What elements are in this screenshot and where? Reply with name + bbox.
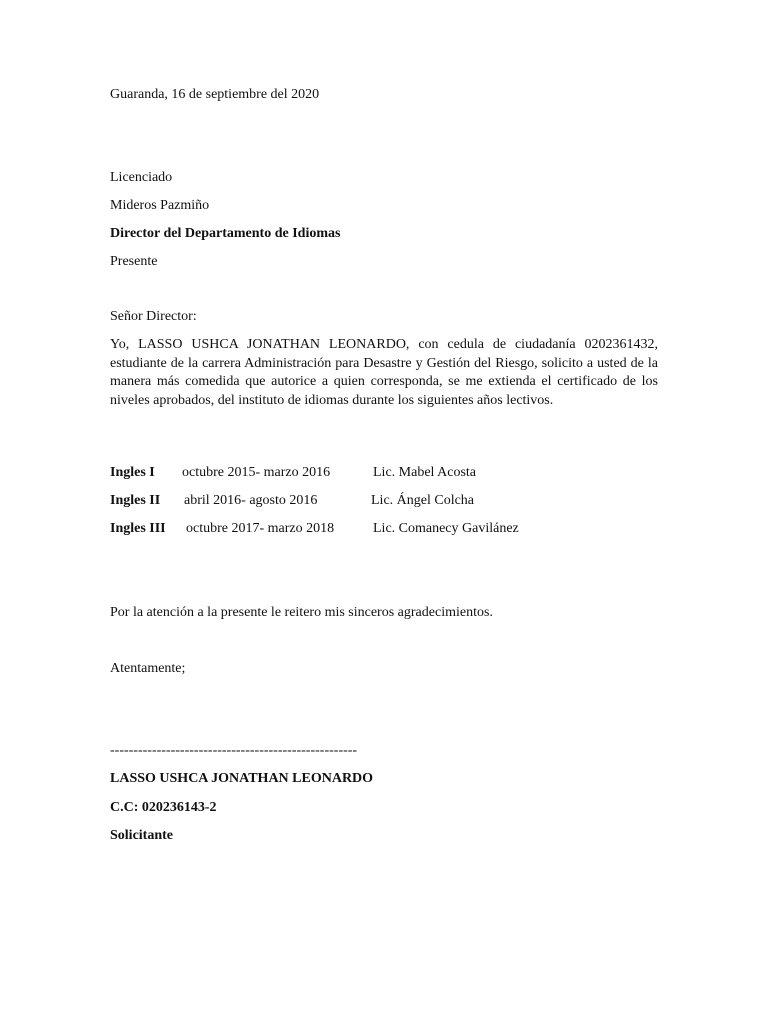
closing-thanks: Por la atención a la presente le reitero mis sinceros agradecimientos.	[110, 605, 493, 620]
level-name: Ingles I	[110, 465, 155, 480]
signature-cc: C.C: 020236143-2	[110, 800, 217, 815]
level-name: Ingles III	[110, 521, 166, 536]
level-row	[110, 492, 670, 510]
level-period: octubre 2017- marzo 2018	[186, 521, 335, 536]
signature-line: -----------------------------------------------------	[110, 743, 358, 758]
recipient-title: Licenciado	[110, 170, 173, 185]
body-paragraph: Yo, LASSO USHCA JONATHAN LEONARDO, con cedula de ciudadanía 0202361432, estudiante de la carrera Administración para Desastre y Gestión del Riesgo, solicito a usted de la manera más comedida que autorice a quien corresponda, se me extienda el certificado de los niveles aprobados, del instituto de idiomas durante los siguientes años lectivos.	[110, 337, 658, 408]
level-teacher: Lic. Mabel Acosta	[373, 465, 477, 480]
level-teacher: Lic. Ángel Colcha	[371, 493, 475, 508]
signature-name: LASSO USHCA JONATHAN LEONARDO	[110, 771, 374, 786]
level-period: octubre 2015- marzo 2016	[182, 465, 331, 480]
level-name: Ingles II	[110, 493, 161, 508]
recipient-presente: Presente	[110, 254, 158, 269]
recipient-position: Director del Departamento de Idiomas	[110, 226, 341, 241]
level-period: abril 2016- agosto 2016	[184, 493, 318, 508]
level-row	[110, 464, 670, 482]
date-line: Guaranda, 16 de septiembre del 2020	[110, 87, 320, 102]
recipient-name: Mideros Pazmiño	[110, 198, 210, 213]
level-teacher: Lic. Comanecy Gavilánez	[373, 521, 519, 536]
level-row	[110, 520, 670, 538]
closing: Atentamente;	[110, 661, 186, 676]
salutation: Señor Director:	[110, 309, 197, 324]
signature-role: Solicitante	[110, 828, 173, 843]
